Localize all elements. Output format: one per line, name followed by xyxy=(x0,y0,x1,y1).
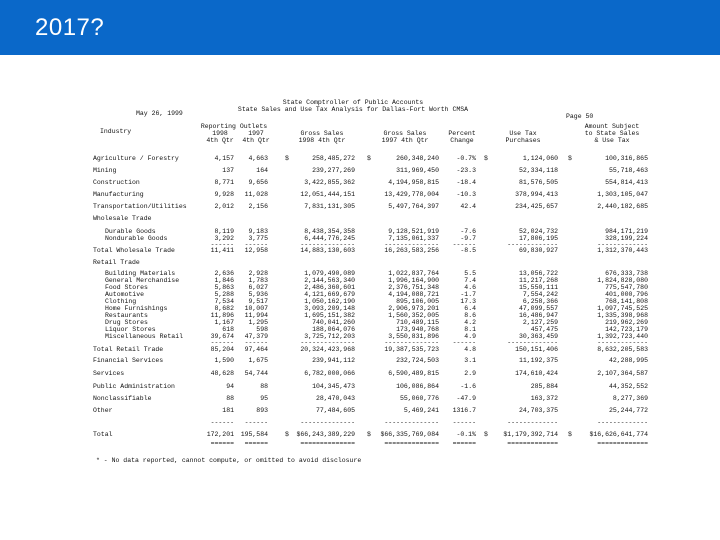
cell-o97: 11,028 xyxy=(244,191,268,198)
cell-pct: 4.8 xyxy=(464,346,476,353)
cell-pct: 4.6 xyxy=(464,284,476,291)
cell-ast: 2,440,182,685 xyxy=(597,203,648,210)
cell-o97: 5,936 xyxy=(248,291,268,298)
cell-gs97: 55,060,776 xyxy=(399,395,439,402)
cell-o98: 8,119 xyxy=(214,228,234,235)
cell-ast: 42,288,995 xyxy=(608,357,648,364)
cell-gs98: 14,883,130,603 xyxy=(300,247,355,254)
scanned-document xyxy=(88,95,658,470)
table-row xyxy=(88,431,658,438)
cell-pct: -10.3 xyxy=(456,191,476,198)
cell-gs98: 104,345,473 xyxy=(312,383,355,390)
cell-ast: ============= xyxy=(597,440,648,447)
cell-o98: 5,288 xyxy=(214,291,234,298)
cell-o97: ------ xyxy=(244,419,268,426)
cell-pct: -9.7 xyxy=(460,235,476,242)
cell-o97: 4,663 xyxy=(248,155,268,162)
cell-pct: -47.9 xyxy=(456,395,476,402)
table-row xyxy=(88,291,658,298)
cell-o98: ------ xyxy=(210,241,234,248)
cell-ut: 285,884 xyxy=(530,383,558,390)
cell-o97: 1,783 xyxy=(248,277,268,284)
cell-ind: Total xyxy=(93,431,113,438)
cell-o97: 598 xyxy=(256,326,268,333)
cell-o98: 181 xyxy=(222,407,234,414)
cell-ut: 52,024,732 xyxy=(518,228,558,235)
cell-ut: 1,124,060 xyxy=(522,155,558,162)
cell-pct: 6.4 xyxy=(464,305,476,312)
cell-gs97: 1,022,837,764 xyxy=(388,270,439,277)
cell-o98: ====== xyxy=(210,440,234,447)
cell-gs98: 28,470,043 xyxy=(315,395,355,402)
doc-page-number: Page 50 xyxy=(566,113,594,120)
cell-o97: 195,584 xyxy=(240,431,268,438)
cell-pct: -8.5 xyxy=(460,247,476,254)
header-outlets-1998: 1998 4th Qtr xyxy=(206,130,234,144)
table-row xyxy=(88,155,658,162)
cell-pct: 7.4 xyxy=(464,277,476,284)
cell-gs97: 710,489,115 xyxy=(396,319,439,326)
cell-o98: 39,674 xyxy=(210,333,234,340)
cell-ut: 6,258,366 xyxy=(522,298,558,305)
cell-o98: 1,590 xyxy=(214,357,234,364)
cell-pct: 1316.7 xyxy=(452,407,476,414)
cell-gs98: 2,486,360,601 xyxy=(304,284,355,291)
cell-o97: 54,744 xyxy=(244,370,268,377)
cell-ind: Construction xyxy=(93,179,140,186)
table-row xyxy=(88,305,658,312)
cell-o97: 3,775 xyxy=(248,235,268,242)
cell-ind: Financial Services xyxy=(93,357,164,364)
cell-ut: 16,486,947 xyxy=(518,312,558,319)
cell-ut: ------------- xyxy=(507,241,558,248)
cell-pct: 2.9 xyxy=(464,370,476,377)
cell-gs97: 13,429,778,004 xyxy=(384,191,439,198)
cell-o98: ------ xyxy=(210,339,234,346)
cell-pct: -18.4 xyxy=(456,179,476,186)
table-row xyxy=(88,346,658,353)
cell-gs97: $66,335,769,084 xyxy=(380,431,439,438)
cell-o97: 9,517 xyxy=(248,298,268,305)
cell-ast: 2,107,364,587 xyxy=(597,370,648,377)
cell-ind: Other xyxy=(93,407,113,414)
cell-ut: 234,425,657 xyxy=(515,203,558,210)
cell-o97: 97,464 xyxy=(244,346,268,353)
cell-gs97: 7,135,061,337 xyxy=(388,235,439,242)
cell-gs97: 1,560,352,005 xyxy=(388,312,439,319)
cell-d3: $ xyxy=(484,431,488,438)
cell-d1: $ xyxy=(285,155,289,162)
cell-ind: Manufacturing xyxy=(93,191,144,198)
cell-gs97: 19,387,535,723 xyxy=(384,346,439,353)
cell-gs98: 1,050,162,190 xyxy=(304,298,355,305)
cell-o98: 137 xyxy=(222,167,234,174)
cell-o98: 9,928 xyxy=(214,191,234,198)
cell-o97: 95 xyxy=(260,395,268,402)
cell-ast: 1,097,745,525 xyxy=(597,305,648,312)
cell-o97: 9,656 xyxy=(248,179,268,186)
cell-ast: 55,718,463 xyxy=(608,167,648,174)
cell-o97: 1,295 xyxy=(248,319,268,326)
cell-pct: -0.1% xyxy=(456,431,476,438)
table-row xyxy=(88,319,658,326)
cell-gs97: 173,940,768 xyxy=(396,326,439,333)
cell-gs97: 5,469,241 xyxy=(403,407,439,414)
cell-gs97: 895,106,005 xyxy=(396,298,439,305)
cell-ast: 1,312,370,443 xyxy=(597,247,648,254)
cell-ind: Mining xyxy=(93,167,117,174)
header-gross-1998: Gross Sales 1998 4th Qtr xyxy=(298,130,346,144)
cell-gs97: 3,550,831,896 xyxy=(388,333,439,340)
table-row xyxy=(88,284,658,291)
table-row xyxy=(88,228,658,235)
cell-gs98: -------------- xyxy=(300,241,355,248)
cell-ut: 7,554,242 xyxy=(522,291,558,298)
cell-ast: 8,277,369 xyxy=(612,395,648,402)
cell-o98: 7,534 xyxy=(214,298,234,305)
cell-ind: Nondurable Goods xyxy=(105,235,168,242)
cell-pct: -7.6 xyxy=(460,228,476,235)
cell-o98: 2,636 xyxy=(214,270,234,277)
header-outlets-1997: 1997 4th Qtr xyxy=(242,130,270,144)
table-row xyxy=(88,277,658,284)
cell-ast: 219,962,269 xyxy=(605,319,648,326)
cell-ind: Restaurants xyxy=(105,312,148,319)
cell-pct: 4.9 xyxy=(464,333,476,340)
cell-gs97: 16,263,583,256 xyxy=(384,247,439,254)
table-rule xyxy=(88,339,658,346)
cell-pct: ====== xyxy=(452,440,476,447)
slide-title: 2017? xyxy=(35,14,105,41)
cell-ind: Public Administration xyxy=(93,383,175,390)
cell-o97: 164 xyxy=(256,167,268,174)
cell-ut: 15,550,111 xyxy=(518,284,558,291)
cell-ast: 554,814,413 xyxy=(605,179,648,186)
cell-o97: ------ xyxy=(244,339,268,346)
cell-ut: 174,610,424 xyxy=(515,370,558,377)
cell-gs97: 232,724,503 xyxy=(396,357,439,364)
table-row xyxy=(88,247,658,254)
cell-gs98: 77,484,605 xyxy=(315,407,355,414)
table-row xyxy=(88,326,658,333)
cell-ut: 11,192,375 xyxy=(518,357,558,364)
cell-pct: 3.1 xyxy=(464,357,476,364)
doc-title-line1: State Comptroller of Public Accounts xyxy=(282,99,424,106)
cell-ind: Building Materials xyxy=(105,270,176,277)
title-bar xyxy=(0,0,720,55)
cell-gs97: 5,497,764,397 xyxy=(388,203,439,210)
cell-o97: 6,027 xyxy=(248,284,268,291)
cell-gs97: 9,128,521,919 xyxy=(388,228,439,235)
cell-gs97: 260,348,240 xyxy=(396,155,439,162)
cell-gs98: 3,093,209,148 xyxy=(304,305,355,312)
cell-gs98: 740,041,260 xyxy=(312,319,355,326)
cell-pct: ------ xyxy=(452,339,476,346)
cell-o98: 8,771 xyxy=(214,179,234,186)
cell-gs97: 1,996,164,900 xyxy=(388,277,439,284)
cell-ast: ------------- xyxy=(597,339,648,346)
cell-ind: Wholesale Trade xyxy=(93,215,152,222)
cell-ut: 24,703,375 xyxy=(518,407,558,414)
cell-ind: Home Furnishings xyxy=(105,305,168,312)
table-row xyxy=(88,179,658,186)
cell-ut: 2,127,259 xyxy=(522,319,558,326)
cell-o98: ------ xyxy=(210,419,234,426)
cell-gs97: 4,194,958,815 xyxy=(388,179,439,186)
cell-pct: 5.5 xyxy=(464,270,476,277)
cell-gs97: -------------- xyxy=(384,241,439,248)
cell-pct: ------ xyxy=(452,419,476,426)
cell-gs98: 188,064,076 xyxy=(312,326,355,333)
cell-ut: ------------- xyxy=(507,419,558,426)
cell-o98: 2,012 xyxy=(214,203,234,210)
cell-gs97: 311,969,450 xyxy=(396,167,439,174)
cell-pct: ------ xyxy=(452,241,476,248)
table-row xyxy=(88,407,658,414)
cell-gs97: 2,906,973,201 xyxy=(388,305,439,312)
cell-d4: $ xyxy=(568,155,572,162)
cell-gs98: 7,831,131,305 xyxy=(304,203,355,210)
cell-o97: 11,994 xyxy=(244,312,268,319)
cell-o97: 12,958 xyxy=(244,247,268,254)
cell-ut: 52,334,118 xyxy=(518,167,558,174)
cell-ut: 69,830,927 xyxy=(518,247,558,254)
cell-pct: 8.1 xyxy=(464,326,476,333)
cell-ind: Miscellaneous Retail xyxy=(105,333,184,340)
cell-gs98: 6,444,776,245 xyxy=(304,235,355,242)
cell-ast: 1,303,105,047 xyxy=(597,191,648,198)
cell-ut: 163,372 xyxy=(530,395,558,402)
cell-o97: 88 xyxy=(260,383,268,390)
doc-footnote: * - No data reported, cannot compute, or omitted to avoid disclosure xyxy=(96,457,362,464)
cell-ut: 17,806,195 xyxy=(518,235,558,242)
table-row xyxy=(88,270,658,277)
header-use-tax: Use Tax Purchases xyxy=(505,130,541,144)
cell-gs97: 2,376,751,348 xyxy=(388,284,439,291)
table-row xyxy=(88,203,658,210)
cell-gs98: 8,438,354,358 xyxy=(304,228,355,235)
cell-ind: Food Stores xyxy=(105,284,148,291)
cell-ind: Total Wholesale Trade xyxy=(93,247,175,254)
cell-ut: 378,994,413 xyxy=(515,191,558,198)
cell-ut: 30,363,459 xyxy=(518,333,558,340)
table-row xyxy=(88,215,658,222)
header-percent-change: Percent Change xyxy=(448,130,476,144)
cell-pct: -0.7% xyxy=(456,155,476,162)
table-row xyxy=(88,259,658,266)
table-row xyxy=(88,312,658,319)
cell-d3: $ xyxy=(484,155,488,162)
cell-gs98: 3,725,712,203 xyxy=(304,333,355,340)
cell-gs98: 258,485,272 xyxy=(312,155,355,162)
cell-ut: 81,576,505 xyxy=(518,179,558,186)
cell-gs97: 4,194,088,721 xyxy=(388,291,439,298)
cell-o98: 85,204 xyxy=(210,346,234,353)
cell-o98: 5,863 xyxy=(214,284,234,291)
table-row xyxy=(88,298,658,305)
cell-ind: Services xyxy=(93,370,125,377)
cell-ind: Agriculture / Forestry xyxy=(93,155,179,162)
table-row xyxy=(88,383,658,390)
cell-ast: 775,547,780 xyxy=(605,284,648,291)
doc-date: May 26, 1999 xyxy=(136,110,183,117)
cell-o97: 47,379 xyxy=(244,333,268,340)
cell-o98: 3,292 xyxy=(214,235,234,242)
cell-ast: ------------- xyxy=(597,241,648,248)
cell-ast: 1,824,828,080 xyxy=(597,277,648,284)
cell-gs97: -------------- xyxy=(384,419,439,426)
cell-gs98: 4,121,669,679 xyxy=(304,291,355,298)
doc-title-line2: State Sales and Use Tax Analysis for Dallas-Fort Worth CMSA xyxy=(237,106,469,113)
cell-ind: Automotive xyxy=(105,291,145,298)
cell-o97: 10,007 xyxy=(244,305,268,312)
cell-ast: 8,632,205,583 xyxy=(597,346,648,353)
cell-ut: 150,151,406 xyxy=(515,346,558,353)
cell-o97: 893 xyxy=(256,407,268,414)
cell-o98: 172,201 xyxy=(206,431,234,438)
cell-gs98: 1,079,490,089 xyxy=(304,270,355,277)
cell-o98: 4,157 xyxy=(214,155,234,162)
cell-gs97: -------------- xyxy=(384,339,439,346)
cell-gs97: ============== xyxy=(384,440,439,447)
cell-o98: 11,411 xyxy=(210,247,234,254)
cell-ast: 984,171,219 xyxy=(605,228,648,235)
cell-ind: Nonclassifiable xyxy=(93,395,152,402)
cell-d4: $ xyxy=(568,431,572,438)
cell-pct: 4.2 xyxy=(464,319,476,326)
cell-gs98: 239,277,269 xyxy=(312,167,355,174)
cell-ut: ------------- xyxy=(507,339,558,346)
cell-pct: -23.3 xyxy=(456,167,476,174)
cell-pct: 42.4 xyxy=(460,203,476,210)
cell-o98: 11,896 xyxy=(210,312,234,319)
cell-o97: ------ xyxy=(244,241,268,248)
cell-ast: 768,141,808 xyxy=(605,298,648,305)
cell-ind: Liquor Stores xyxy=(105,326,156,333)
cell-ut: ============= xyxy=(507,440,558,447)
cell-ind: Total Retail Trade xyxy=(93,346,164,353)
table-row xyxy=(88,191,658,198)
table-rule xyxy=(88,419,658,426)
cell-o98: 88 xyxy=(226,395,234,402)
cell-ast: $16,626,641,774 xyxy=(589,431,648,438)
table-row xyxy=(88,370,658,377)
cell-gs98: 20,324,423,968 xyxy=(300,346,355,353)
cell-o97: 2,928 xyxy=(248,270,268,277)
cell-ut: 457,475 xyxy=(530,326,558,333)
cell-gs98: 12,051,444,151 xyxy=(300,191,355,198)
cell-d1: $ xyxy=(285,431,289,438)
header-amount-subject: Amount Subject to State Sales & Use Tax xyxy=(584,123,640,144)
cell-gs98: 2,144,563,340 xyxy=(304,277,355,284)
table-row xyxy=(88,167,658,174)
cell-ast: 44,352,552 xyxy=(608,383,648,390)
cell-ut: $1,179,392,714 xyxy=(503,431,558,438)
cell-gs98: $66,243,389,229 xyxy=(296,431,355,438)
cell-ast: 100,316,865 xyxy=(605,155,648,162)
cell-ind: Drug Stores xyxy=(105,319,148,326)
cell-gs98: 6,782,000,066 xyxy=(304,370,355,377)
cell-pct: -1.6 xyxy=(460,383,476,390)
cell-ast: 25,244,772 xyxy=(608,407,648,414)
cell-ind: Clothing xyxy=(105,298,137,305)
cell-o97: 2,156 xyxy=(248,203,268,210)
cell-ind: Retail Trade xyxy=(93,259,140,266)
cell-ast: 1,335,398,968 xyxy=(597,312,648,319)
cell-gs98: 1,695,151,382 xyxy=(304,312,355,319)
cell-ind: Durable Goods xyxy=(105,228,156,235)
cell-o97: 1,675 xyxy=(248,357,268,364)
cell-ind: Transportation/Utilities xyxy=(93,203,187,210)
cell-pct: 8.6 xyxy=(464,312,476,319)
header-industry: Industry xyxy=(100,128,132,135)
cell-gs98: ============== xyxy=(300,440,355,447)
header-reporting-outlets: Reporting Outlets xyxy=(200,123,268,130)
cell-o97: 9,183 xyxy=(248,228,268,235)
cell-ast: 1,392,723,440 xyxy=(597,333,648,340)
cell-ind: General Merchandise xyxy=(105,277,180,284)
cell-gs97: 6,590,489,815 xyxy=(388,370,439,377)
cell-ast: 328,199,224 xyxy=(605,235,648,242)
cell-o98: 618 xyxy=(222,326,234,333)
cell-pct: -1.7 xyxy=(460,291,476,298)
cell-ast: 401,000,796 xyxy=(605,291,648,298)
cell-o98: 48,628 xyxy=(210,370,234,377)
cell-pct: 17.3 xyxy=(460,298,476,305)
cell-ut: 47,099,557 xyxy=(518,305,558,312)
cell-ut: 11,217,268 xyxy=(518,277,558,284)
cell-d2: $ xyxy=(367,431,371,438)
cell-gs98: -------------- xyxy=(300,419,355,426)
cell-ast: ------------- xyxy=(597,419,648,426)
cell-gs97: 106,086,864 xyxy=(396,383,439,390)
cell-ast: 676,333,738 xyxy=(605,270,648,277)
cell-d2: $ xyxy=(367,155,371,162)
table-rule xyxy=(88,440,658,447)
table-row xyxy=(88,357,658,364)
cell-gs98: 239,941,112 xyxy=(312,357,355,364)
header-gross-1997: Gross Sales 1997 4th Qtr xyxy=(381,130,429,144)
cell-o97: ====== xyxy=(244,440,268,447)
cell-o98: 1,846 xyxy=(214,277,234,284)
cell-o98: 94 xyxy=(226,383,234,390)
cell-gs98: -------------- xyxy=(300,339,355,346)
cell-gs98: 3,422,855,362 xyxy=(304,179,355,186)
table-row xyxy=(88,395,658,402)
cell-ut: 13,056,722 xyxy=(518,270,558,277)
cell-o98: 1,167 xyxy=(214,319,234,326)
cell-ast: 142,723,179 xyxy=(605,326,648,333)
cell-o98: 8,682 xyxy=(214,305,234,312)
